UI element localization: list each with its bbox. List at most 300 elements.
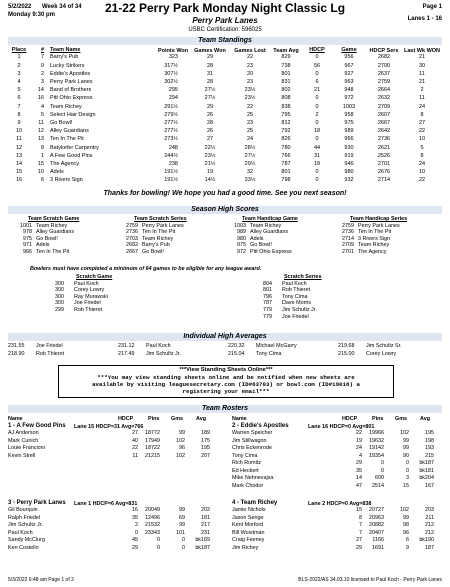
player-name: Ed Heckert xyxy=(232,467,259,474)
standings-games-lost: 25 xyxy=(246,128,254,135)
team-hdcp-game-name: Adels xyxy=(250,235,264,242)
standings-team-avg: 802 xyxy=(281,87,291,94)
footer-print-info: 5/3/2022 6:48 am Page 1 of 2 xyxy=(8,577,74,583)
standings-team-name: Go Bowl! xyxy=(50,119,73,126)
player-name: Jim Schultz Jr. xyxy=(8,522,43,528)
standings-team-name: Perry Park Lanes xyxy=(50,79,93,85)
standings-team-avg: 838 xyxy=(281,103,291,110)
standings-place: 15 xyxy=(15,169,23,176)
player-pins: 20882 xyxy=(369,522,384,528)
roster-player-row xyxy=(8,438,218,446)
standings-hdcp: 0 xyxy=(315,95,319,102)
high-average-name: Paul Koch xyxy=(146,343,171,349)
player-name: Kent Morford xyxy=(232,522,264,528)
standings-team-number: 11 xyxy=(38,119,44,126)
standings-team-name: Select Hair Design xyxy=(50,111,96,118)
team-scratch-game-row xyxy=(14,236,74,243)
standings-last-week-won: 30 xyxy=(418,62,426,69)
standings-game: 980 xyxy=(344,169,354,176)
high-average-name: Tony Cima xyxy=(256,351,282,357)
house-name: Perry Park Lanes xyxy=(192,16,258,25)
team-hdcp-series-score: 2701 xyxy=(342,248,354,255)
team-scratch-game-name: Adels xyxy=(36,242,50,249)
standings-hdcp-sers: 2700 xyxy=(377,62,391,69)
standings-last-week-won: 2 xyxy=(420,87,424,94)
team-hdcp-series-row xyxy=(336,223,400,230)
standings-place: 1 xyxy=(17,54,21,61)
player-name: Ken Costello xyxy=(8,544,39,551)
standings-team-number: 3 xyxy=(40,79,44,85)
player-games: 15 xyxy=(403,482,409,489)
ind-scratch-game-row xyxy=(40,307,108,314)
player-avg: bk187 xyxy=(419,460,434,466)
col-games-lost: Games Lost xyxy=(234,47,266,54)
player-games: 99 xyxy=(403,514,409,521)
ind-scratch-game-score: 300 xyxy=(55,293,64,300)
roster-team-heading xyxy=(8,500,218,507)
player-pins: 1166 xyxy=(372,537,384,543)
standings-last-week-won: 10 xyxy=(418,136,426,143)
team-hdcp-series-row xyxy=(336,229,400,236)
standings-row xyxy=(8,160,442,168)
player-name: Paul Koch xyxy=(8,529,33,536)
standings-games-won: 22½ xyxy=(204,144,216,151)
roster-team-1 xyxy=(8,423,218,460)
individual-scratch-series xyxy=(248,274,368,320)
standings-team-name: Lucky Strikers xyxy=(50,62,85,69)
player-games: 102 xyxy=(176,437,185,444)
player-games: 98 xyxy=(403,522,409,528)
standings-games-lost: 24 xyxy=(246,136,254,143)
player-avg: bk204 xyxy=(419,475,434,481)
team-scratch-series-score: 2736 xyxy=(126,229,138,236)
eligibility-note: Bowlers must have completed a minimum of 64 games to be eligible for any league award. xyxy=(30,266,262,272)
standings-games-won: 26 xyxy=(206,128,214,135)
team-scratch-series-list xyxy=(120,223,184,256)
team-hdcp-game xyxy=(228,216,328,256)
player-hdcp: 0 xyxy=(135,529,138,536)
team-scratch-game-row xyxy=(14,242,74,249)
standings-games-lost: 23 xyxy=(246,79,254,85)
ind-scratch-series-name: Jim Schultz Jr. xyxy=(282,306,317,313)
standings-team-avg: 801 xyxy=(281,169,291,176)
standings-last-week-won: 5 xyxy=(420,144,424,151)
player-hdcp: 16 xyxy=(132,507,138,513)
team-hdcp-series-score: 2714 xyxy=(342,235,354,242)
standings-last-week-won: 24 xyxy=(418,160,426,167)
roster-player-row xyxy=(8,515,218,523)
player-name: Craig Feeney xyxy=(232,537,265,543)
team-hdcp-game-name: Alley Guardians xyxy=(250,229,289,236)
standings-games-won: 28 xyxy=(206,119,214,126)
team-scratch-game-name: Ten In The Pit xyxy=(36,248,70,255)
col-hdcp-sers: HDCP Sers xyxy=(369,47,399,54)
ind-scratch-game-name: Paul Koch xyxy=(74,280,99,287)
roster-col-name: Name xyxy=(232,416,247,422)
ind-scratch-series-score: 801 xyxy=(263,287,272,294)
team-scratch-game-score: 1001 xyxy=(20,222,32,229)
team-hdcp-series-score: 2759 xyxy=(342,222,354,229)
player-hdcp: 47 xyxy=(356,482,362,489)
averages-heading: Individual High Averages xyxy=(8,333,442,341)
ind-scratch-game-score: 300 xyxy=(55,300,64,307)
standings-game: 946 xyxy=(344,160,354,167)
roster-team-2 xyxy=(232,423,442,490)
standings-game: 989 xyxy=(344,128,354,135)
team-hdcp-game-name: Pitt Ohio Express xyxy=(250,248,292,255)
standings-place: 13 xyxy=(15,152,23,159)
team-scratch-game-list xyxy=(14,223,74,256)
standings-team-name: Adels xyxy=(50,169,64,176)
standings-hdcp-sers: 2736 xyxy=(377,136,391,143)
high-average-value: 220.32 xyxy=(228,343,245,349)
roster-col-pins: Pins xyxy=(372,416,384,422)
standings-games-won: 31 xyxy=(206,70,214,77)
roster-player-row xyxy=(8,537,218,545)
standings-row xyxy=(8,78,442,86)
standings-games-lost: 23 xyxy=(246,119,254,126)
standings-team-avg: 826 xyxy=(281,136,291,143)
roster-col-hdcp: HDCP xyxy=(342,416,358,422)
standings-points-won: 191½ xyxy=(164,177,178,184)
standings-last-week-won: 8 xyxy=(420,111,424,118)
standings-last-week-won: 21 xyxy=(418,79,426,85)
roster-col-pins: Pins xyxy=(148,416,160,422)
player-avg: 202 xyxy=(201,507,210,513)
standings-hdcp-sers: 2526 xyxy=(377,152,391,159)
standings-team-number: 6 xyxy=(40,177,44,184)
team-scratch-game-row xyxy=(14,229,74,236)
roster-team-heading xyxy=(8,423,218,430)
team-scratch-game xyxy=(14,216,114,256)
standings-hdcp: 0 xyxy=(315,70,319,77)
week-label: Week 34 of 34 xyxy=(42,4,82,10)
team-hdcp-game-name: Team Richey xyxy=(250,222,282,229)
roster-team-title: 2 - Eddie's Apostles xyxy=(232,423,289,429)
team-hdcp-game-score: 972 xyxy=(237,248,246,255)
standings-hdcp-sers: 2664 xyxy=(377,87,391,94)
standings-hdcp-sers: 2682 xyxy=(377,54,391,61)
high-average-name: Jim Schultz Jr. xyxy=(146,351,181,357)
standings-place: 10 xyxy=(15,128,23,135)
player-games: 101 xyxy=(176,529,185,536)
player-avg: 212 xyxy=(425,529,434,536)
standings-team-name: Ten In The Pit xyxy=(50,136,84,143)
standings-hdcp: 0 xyxy=(315,177,319,184)
standings-games-won: 27½ xyxy=(204,95,216,102)
high-average-name: Jim Schultz Sr. xyxy=(366,343,402,349)
team-hdcp-series-score: 2736 xyxy=(342,229,354,236)
standings-game: 1003 xyxy=(342,103,356,110)
standings-points-won: 277½ xyxy=(164,128,178,135)
team-hdcp-series-score: 2709 xyxy=(342,242,354,249)
roster-team-title: 4 - Team Richey xyxy=(232,500,278,506)
standings-row xyxy=(8,103,442,111)
player-hdcp: 27 xyxy=(132,430,138,436)
ind-scratch-series-title: Scratch Series xyxy=(284,274,322,280)
standings-team-number: 1 xyxy=(40,152,44,159)
standings-team-number: 8 xyxy=(40,144,44,151)
player-pins: 17949 xyxy=(145,437,160,444)
standings-last-week-won: 21 xyxy=(418,54,426,61)
standings-points-won: 273½ xyxy=(164,136,178,143)
player-hdcp: 35 xyxy=(356,467,362,474)
standings-last-week-won: 11 xyxy=(419,70,425,77)
team-hdcp-game-row xyxy=(228,223,292,230)
team-scratch-game-score: 971 xyxy=(23,242,32,249)
standings-points-won: 191½ xyxy=(164,169,178,176)
player-name: Bill Woistman xyxy=(232,529,265,536)
team-hdcp-game-row xyxy=(228,249,292,256)
player-avg: 189 xyxy=(201,430,210,436)
team-scratch-game-name: Team Richey xyxy=(36,222,68,229)
player-games: 102 xyxy=(400,430,409,436)
team-scratch-series-score: 2759 xyxy=(126,222,138,229)
team-hdcp-game-name: Go Bowl! xyxy=(250,242,272,249)
ind-scratch-series-score: 804 xyxy=(263,280,272,287)
standings-games-lost: 25 xyxy=(246,111,254,118)
player-hdcp: 29 xyxy=(356,460,362,466)
ind-scratch-game-score: 300 xyxy=(55,287,64,294)
team-scratch-series-name: Go Bowl! xyxy=(142,248,164,255)
player-avg: 167 xyxy=(425,482,434,489)
standings-team-name: 3 Rivers Sign xyxy=(50,177,83,184)
standings-team-name: Pitt Ohio Express xyxy=(50,95,93,102)
online-line-3: registering your email*** xyxy=(182,388,270,395)
player-avg: 215 xyxy=(425,452,434,459)
standings-games-won: 21½ xyxy=(204,160,216,167)
team-hdcp-game-row xyxy=(228,242,292,249)
standings-table xyxy=(8,47,442,185)
rosters-heading: Team Rosters xyxy=(8,405,442,413)
player-name: Jason Senge xyxy=(232,514,264,521)
standings-row xyxy=(8,111,442,119)
player-pins: 20727 xyxy=(369,507,384,513)
player-games: 0 xyxy=(406,467,409,474)
team-scratch-series-name: Team Richey xyxy=(142,235,174,242)
player-avg: 175 xyxy=(201,437,210,444)
standings-games-won: 28 xyxy=(206,62,214,69)
roster-col-hdcp: HDCP xyxy=(118,416,134,422)
player-games: 99 xyxy=(179,507,185,513)
player-pins: 19142 xyxy=(369,445,384,451)
player-avg: 231 xyxy=(201,529,210,536)
standings-hdcp: 0 xyxy=(315,136,319,143)
team-scratch-game-row xyxy=(14,249,74,256)
standings-team-avg: 829 xyxy=(281,54,291,61)
standings-games-won: 27 xyxy=(206,136,214,143)
team-scratch-game-score: 978 xyxy=(23,229,32,236)
team-hdcp-game-score: 980 xyxy=(237,235,246,242)
ind-scratch-game-row xyxy=(40,287,108,294)
standings-points-won: 302½ xyxy=(164,79,178,85)
player-avg: 195 xyxy=(201,445,210,451)
player-hdcp: 40 xyxy=(132,437,138,444)
roster-col-avg: Avg xyxy=(196,416,206,422)
player-avg: 195 xyxy=(425,430,434,436)
standings-team-avg: 787 xyxy=(281,160,291,167)
standings-games-lost: 23½ xyxy=(244,95,256,102)
high-average-name: Joe Friedel xyxy=(36,343,63,349)
standings-hdcp: 6 xyxy=(315,79,319,85)
high-average-entry xyxy=(118,343,222,350)
player-name: Kevin Strell xyxy=(8,452,36,459)
standings-row xyxy=(8,119,442,127)
player-pins: 23343 xyxy=(145,529,160,536)
standings-game: 948 xyxy=(344,87,354,94)
roster-player-row xyxy=(8,453,218,461)
col-number: # xyxy=(40,47,44,53)
standings-team-number: 4 xyxy=(40,103,44,110)
roster-col-avg: Avg xyxy=(420,416,430,422)
player-games: 102 xyxy=(400,507,409,513)
high-average-value: 231.12 xyxy=(118,343,135,349)
standings-team-number: 16 xyxy=(37,95,44,102)
standings-hdcp: 0 xyxy=(315,54,319,61)
roster-team-meta: Lane 15 HDCP=31 Avg=766 xyxy=(74,423,144,430)
standings-team-avg: 795 xyxy=(281,111,291,118)
standings-team-avg: 801 xyxy=(281,70,291,77)
ind-scratch-series-name: Dave Morris xyxy=(282,300,312,307)
ind-scratch-game-list xyxy=(40,281,108,314)
standings-team-name: The Agency xyxy=(50,160,80,167)
standings-team-number: 7 xyxy=(40,54,44,61)
player-pins: 21532 xyxy=(145,522,160,528)
team-scratch-game-row xyxy=(14,223,74,230)
player-games: 90 xyxy=(403,452,409,459)
standings-place: 14 xyxy=(15,160,23,167)
team-scratch-game-score: 966 xyxy=(23,248,32,255)
player-hdcp: 15 xyxy=(356,507,362,513)
team-hdcp-series-row xyxy=(336,236,400,243)
standings-games-won: 26 xyxy=(206,111,214,118)
roster-col-gms: Gms xyxy=(395,416,407,422)
team-scratch-series xyxy=(120,216,220,256)
standings-games-lost: 29½ xyxy=(244,160,256,167)
standings-points-won: 295 xyxy=(168,87,178,94)
ind-scratch-series-score: 796 xyxy=(263,293,272,300)
team-hdcp-series xyxy=(336,216,442,256)
standings-hdcp-sers: 2759 xyxy=(377,79,391,85)
ind-scratch-game-score: 300 xyxy=(55,280,64,287)
roster-team-3 xyxy=(8,500,218,552)
ind-scratch-series-list xyxy=(248,281,317,321)
standings-team-number: 10 xyxy=(37,169,44,176)
player-hdcp: 4 xyxy=(359,452,362,459)
standings-row xyxy=(8,168,442,176)
roster-player-row xyxy=(232,530,442,538)
standings-row xyxy=(8,62,442,70)
high-average-entry xyxy=(338,351,442,358)
standings-hdcp-sers: 2642 xyxy=(377,128,391,135)
standings-hdcp: 18 xyxy=(313,160,321,167)
standings-games-lost: 28½ xyxy=(244,144,256,151)
standings-place: 9 xyxy=(17,119,21,126)
standings-game: 972 xyxy=(344,95,354,102)
player-avg: bk169 xyxy=(195,537,210,543)
player-games: 0 xyxy=(182,537,185,543)
player-avg: 207 xyxy=(201,452,210,459)
standings-row xyxy=(8,177,442,185)
high-average-name: Michael McGarry xyxy=(256,343,297,349)
high-average-name: Corey Lowry xyxy=(366,351,397,357)
team-hdcp-series-row xyxy=(336,242,400,249)
roster-team-title: 1 - A Few Good Pins xyxy=(8,423,66,429)
player-hdcp: 22 xyxy=(132,445,138,451)
team-hdcp-series-name: 3 Rivers Sign xyxy=(358,235,391,242)
col-team-avg: Team Avg xyxy=(273,47,299,54)
player-games: 102 xyxy=(176,452,185,459)
player-name: Jim Richey xyxy=(232,544,259,551)
report-date: 5/2/2022 xyxy=(8,4,32,10)
standings-team-name: Barry's Pub xyxy=(50,54,79,61)
col-place: Place xyxy=(11,47,27,53)
standings-hdcp-sers: 2607 xyxy=(377,111,391,118)
standings-points-won: 294 xyxy=(168,95,178,102)
standings-team-avg: 766 xyxy=(281,152,291,159)
team-hdcp-game-score: 975 xyxy=(237,242,246,249)
player-name: Rich Romitz xyxy=(232,460,262,466)
player-avg: 203 xyxy=(425,507,434,513)
standings-last-week-won: 22 xyxy=(418,128,426,135)
team-scratch-game-name: Go Bowl! xyxy=(36,235,58,242)
standings-games-won: 28 xyxy=(206,79,214,85)
high-average-entry xyxy=(8,351,112,358)
standings-team-avg: 808 xyxy=(281,95,291,102)
roster-col-gms: Gms xyxy=(171,416,183,422)
standings-game: 932 xyxy=(344,177,354,184)
player-pins: 0 xyxy=(157,537,160,543)
high-average-value: 215.00 xyxy=(338,351,355,357)
col-team-name: Team Name xyxy=(50,47,81,53)
team-hdcp-game-row xyxy=(228,236,292,243)
ind-scratch-series-row xyxy=(248,307,317,314)
roster-player-row xyxy=(232,537,442,545)
standings-games-lost: 20 xyxy=(246,70,254,77)
team-scratch-series-row xyxy=(120,236,184,243)
standings-hdcp: 0 xyxy=(315,119,319,126)
standings-team-avg: 792 xyxy=(281,128,291,135)
team-scratch-series-row xyxy=(120,242,184,249)
high-average-entry xyxy=(228,351,332,358)
standings-points-won: 279½ xyxy=(164,111,178,118)
high-average-entry xyxy=(118,351,222,358)
standings-place: 6 xyxy=(17,95,21,102)
ind-scratch-game-name: Joe Friedel xyxy=(74,300,101,307)
standings-row xyxy=(8,127,442,135)
player-hdcp: 14 xyxy=(356,475,362,481)
ind-scratch-game-row xyxy=(40,300,108,307)
standings-hdcp-sers: 2701 xyxy=(377,160,391,167)
player-avg: 212 xyxy=(425,522,434,528)
ind-scratch-series-row xyxy=(248,300,317,307)
standings-last-week-won: 10 xyxy=(418,169,426,176)
roster-player-row xyxy=(8,507,218,515)
standings-hdcp-sers: 2632 xyxy=(377,95,391,102)
standings-last-week-won: 8 xyxy=(420,152,424,159)
standings-row xyxy=(8,152,442,160)
player-name: Louie Francioni xyxy=(8,445,45,451)
standings-games-won: 14½ xyxy=(204,177,216,184)
standings-game: 958 xyxy=(344,111,354,118)
standings-hdcp: 31 xyxy=(313,152,321,159)
player-games: 99 xyxy=(179,522,185,528)
player-games: 9 xyxy=(406,544,409,551)
roster-player-row xyxy=(8,522,218,530)
standings-hdcp: 21 xyxy=(313,87,321,94)
player-pins: 20963 xyxy=(369,514,384,521)
team-hdcp-game-title: Team Handicap Game xyxy=(242,216,298,222)
